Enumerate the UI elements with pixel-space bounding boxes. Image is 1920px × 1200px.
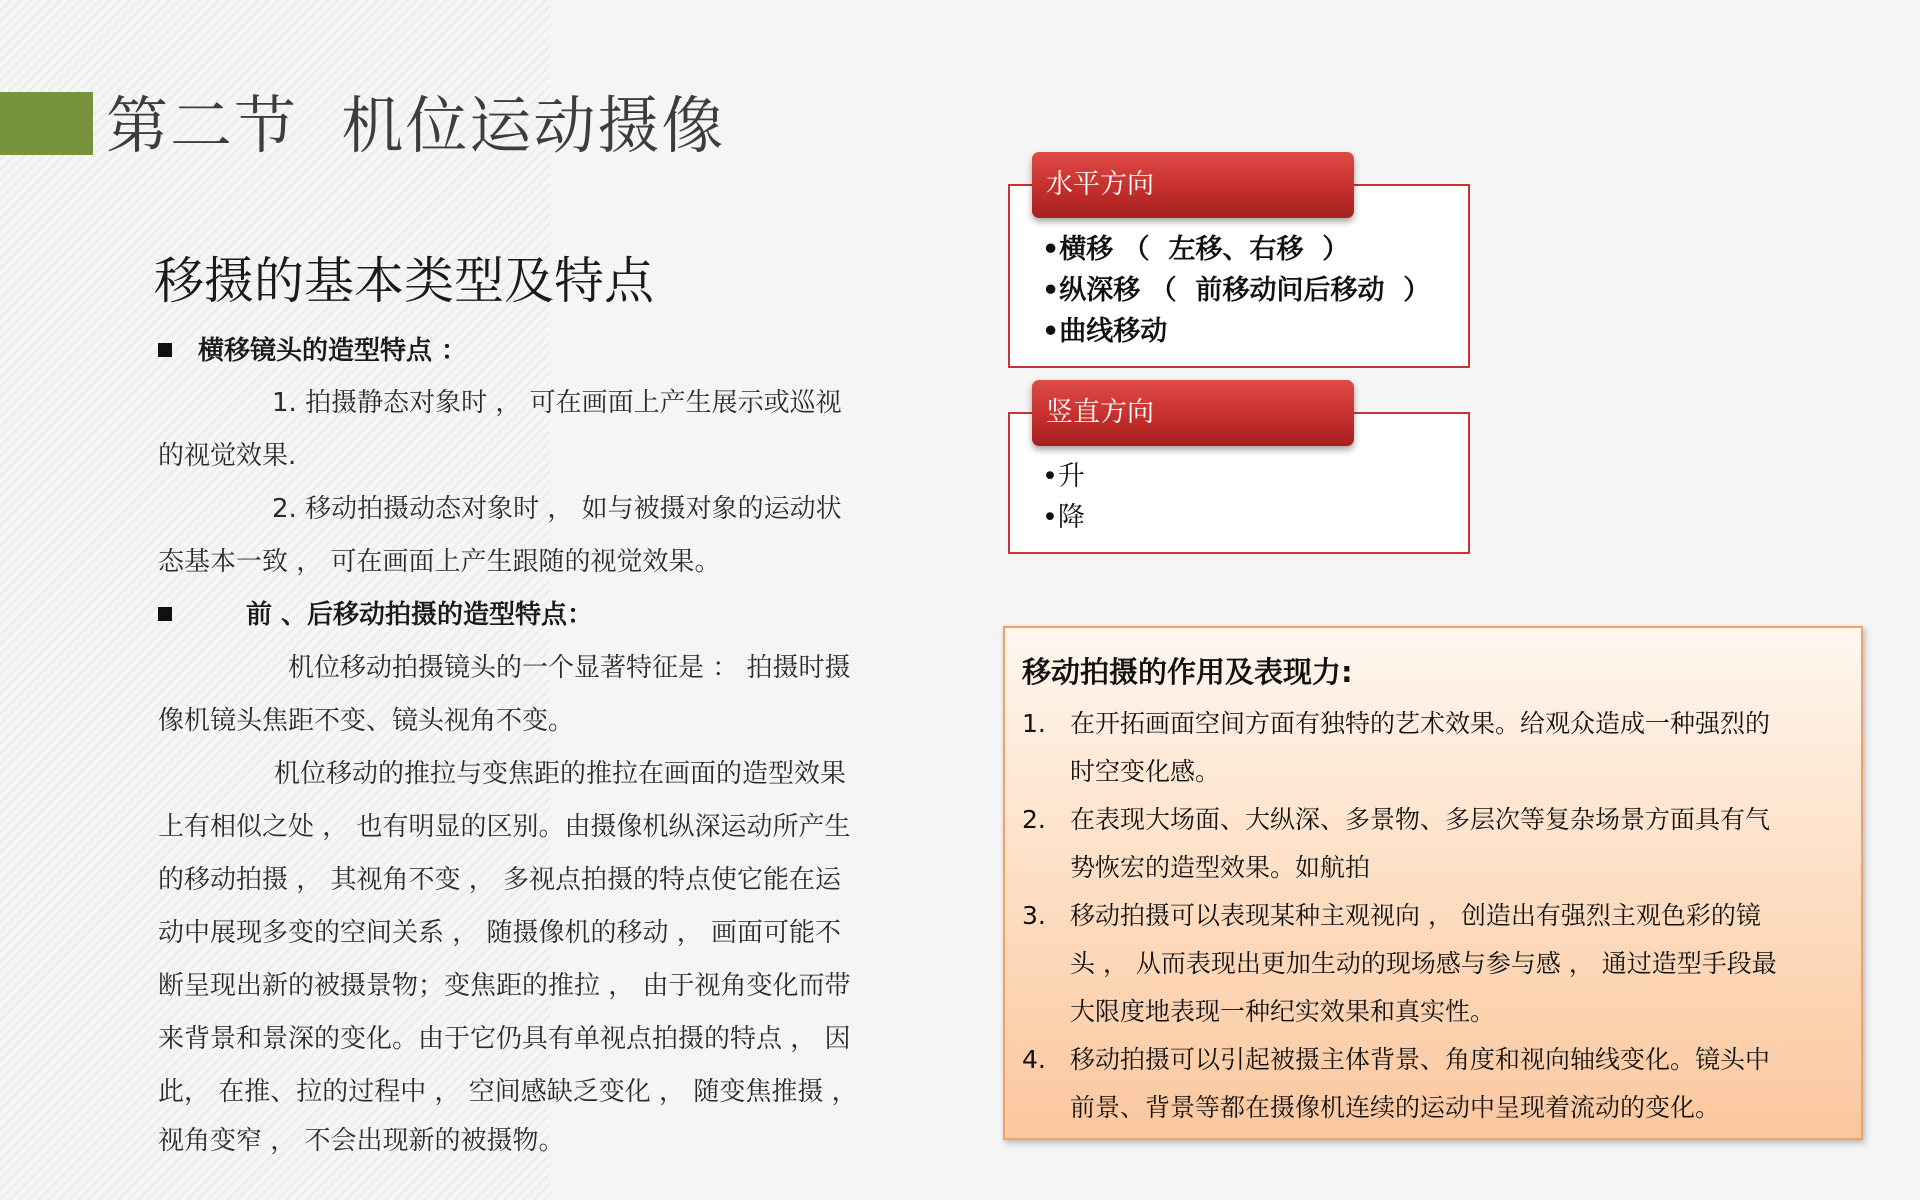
square-bullet-icon bbox=[158, 607, 172, 621]
heading-depth-move bbox=[158, 595, 593, 635]
effects-item-number: 4. bbox=[1022, 1045, 1046, 1074]
body-line: 断呈现出新的被摄景物；变焦距的推拉 ， 由于视角变化而带 bbox=[158, 971, 851, 1001]
section-subtitle: 移摄的基本类型及特点 bbox=[154, 252, 654, 310]
body-line: 此， 在推、拉的过程中 ， 空间感缺乏变化 ， 随变焦推摄 ， bbox=[158, 1077, 858, 1107]
body-line: 态基本一致 ， 可在画面上产生跟随的视觉效果。 bbox=[158, 547, 721, 577]
effects-item-line: 头 ， 从而表现出更加生动的现场感与参与感 ， 通过造型手段最 bbox=[1070, 949, 1777, 978]
body-line: 的视觉效果. bbox=[158, 441, 297, 471]
effects-item-number: 3. bbox=[1022, 901, 1046, 930]
body-line: 上有相似之处 ， 也有明显的区别。由摄像机纵深运动所产生 bbox=[158, 812, 851, 842]
horizontal-direction-header: 水平方向 bbox=[1032, 152, 1354, 218]
body-line: 来背景和景深的变化。由于它仍具有单视点拍摄的特点 ， 因 bbox=[158, 1024, 851, 1054]
effects-item-number: 1. bbox=[1022, 709, 1046, 738]
effects-item-number: 2. bbox=[1022, 805, 1046, 834]
body-line: 2. 移动拍摄动态对象时 ， 如与被摄对象的运动状 bbox=[272, 494, 842, 524]
page-title: 第二节 机位运动摄像 bbox=[106, 89, 726, 162]
vertical-item-fall: •降 bbox=[1042, 502, 1085, 533]
effects-item-line: 前景、背景等都在摄像机连续的运动中呈现着流动的变化。 bbox=[1070, 1093, 1721, 1122]
body-line: 动中展现多变的空间关系 ， 随摄像机的移动 ， 画面可能不 bbox=[158, 918, 842, 948]
heading-lateral-move bbox=[158, 331, 467, 371]
effects-item-line: 势恢宏的造型效果。如航拍 bbox=[1070, 853, 1371, 882]
effects-item-line: 在开拓画面空间方面有独特的艺术效果。给观众造成一种强烈的 bbox=[1070, 709, 1771, 738]
horizontal-item-lateral: •横移 （ 左移、右移 ） bbox=[1042, 234, 1350, 265]
vertical-direction-header: 竖直方向 bbox=[1032, 380, 1354, 446]
heading-depth-move-text: 前 、后移动拍摄的造型特点： bbox=[246, 600, 594, 630]
body-line: 1. 拍摄静态对象时 ， 可在画面上产生展示或巡视 bbox=[272, 388, 842, 418]
body-line: 机位移动拍摄镜头的一个显著特征是 ： 拍摄时摄 bbox=[288, 653, 851, 683]
effects-item-line: 时空变化感。 bbox=[1070, 757, 1221, 786]
title-accent-bar bbox=[0, 92, 93, 155]
horizontal-item-curve: •曲线移动 bbox=[1042, 316, 1168, 347]
body-line: 的移动拍摄 ， 其视角不变 ， 多视点拍摄的特点使它能在运 bbox=[158, 865, 842, 895]
effects-item-line: 移动拍摄可以引起被摄主体背景、角度和视向轴线变化。镜头中 bbox=[1070, 1045, 1771, 1074]
heading-lateral-move-text: 横移镜头的造型特点 ： bbox=[198, 336, 468, 366]
effects-item-line: 移动拍摄可以表现某种主观视向 ， 创造出有强烈主观色彩的镜 bbox=[1070, 901, 1761, 930]
body-line: 机位移动的推拉与变焦距的推拉在画面的造型效果 bbox=[274, 759, 847, 789]
effects-item-line: 在表现大场面、大纵深、多景物、多层次等复杂场景方面具有气 bbox=[1070, 805, 1771, 834]
body-line: 视角变窄 ， 不会出现新的被摄物。 bbox=[158, 1126, 565, 1156]
effects-title: 移动拍摄的作用及表现力: bbox=[1022, 655, 1353, 689]
square-bullet-icon bbox=[158, 343, 172, 357]
effects-item-line: 大限度地表现一种纪实效果和真实性。 bbox=[1070, 997, 1496, 1026]
horizontal-item-depth: •纵深移 （ 前移动问后移动 ） bbox=[1042, 275, 1431, 306]
vertical-item-rise: •升 bbox=[1042, 461, 1085, 492]
body-line: 像机镜头焦距不变、镜头视角不变。 bbox=[158, 706, 575, 736]
